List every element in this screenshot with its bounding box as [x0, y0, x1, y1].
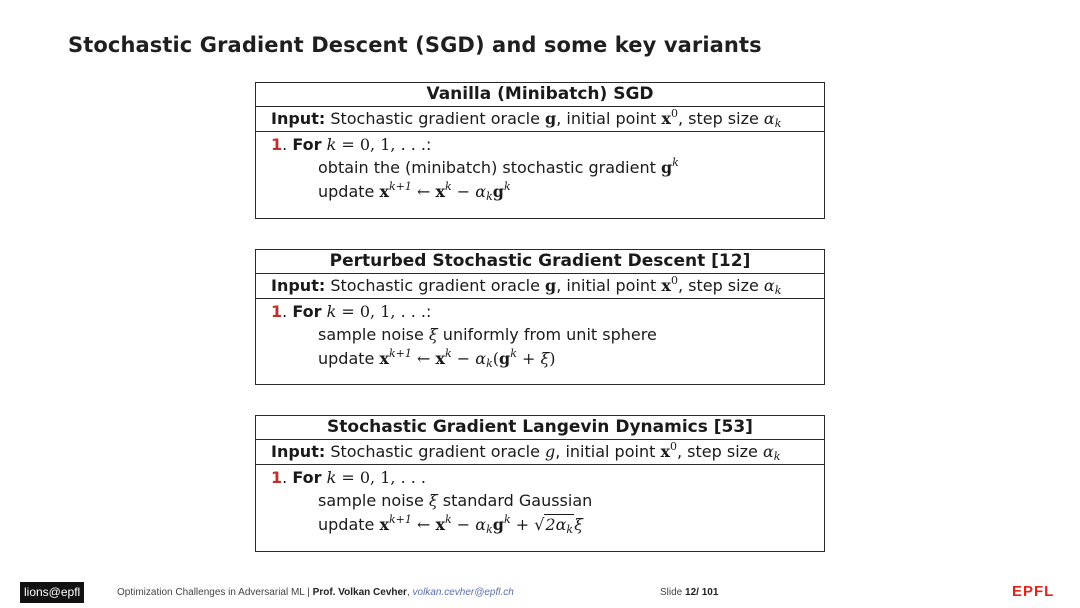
update-line: update $x^{k+1}$ ← $x^k - \alpha_kg^k$ — [318, 180, 511, 203]
algorithm-body — [256, 132, 824, 204]
sqrt-radicand: $2\alpha_k$ — [545, 515, 574, 536]
author-email-link[interactable]: volkan.cevher@epfl.ch — [412, 587, 514, 598]
algorithm-title: Stochastic Gradient Langevin Dynamics [53] — [256, 416, 824, 440]
slide-number: Slide 12/ 101 — [660, 587, 719, 598]
algorithm-box-perturbed-sgd — [255, 249, 825, 385]
algorithm-body — [256, 465, 824, 537]
algorithm-box-vanilla-sgd — [255, 82, 825, 219]
algorithm-input: Input: Stochastic gradient oracle g, initial point $x^0$, step size $\alpha_k$ — [256, 440, 824, 465]
step-detail-line: sample noise ξ uniformly from unit sphere — [318, 325, 657, 344]
step-line: 1. For k = 0, 1, . . .: — [271, 135, 432, 154]
algorithm-title: Perturbed Stochastic Gradient Descent [12] — [256, 250, 824, 274]
step-detail-line: sample noise ξ standard Gaussian — [318, 491, 593, 510]
update-line: update $x^{k+1}$ ← $x^k - \alpha_k(g^k + \xi)$ — [318, 347, 556, 370]
step-detail-line: obtain the (minibatch) stochastic gradient $g^k$ — [318, 156, 679, 177]
sqrt-symbol: √ — [534, 515, 545, 534]
slide-footer — [0, 582, 1080, 606]
algorithm-body — [256, 299, 824, 371]
epfl-logo: EPFL — [1012, 583, 1055, 600]
algorithm-input: Input: Stochastic gradient oracle g, initial point $x^0$, step size $\alpha_k$ — [256, 107, 824, 132]
slide-title: Stochastic Gradient Descent (SGD) and some key variants — [68, 33, 762, 57]
step-line: 1. For k = 0, 1, . . . — [271, 468, 426, 487]
footer-course-info: Optimization Challenges in Adversarial ML | Prof. Volkan Cevher, volkan.cevher@epfl.ch — [117, 587, 514, 598]
update-line: update $x^{k+1}$ ← $x^k - \alpha_kg^k + √2\alpha_k\xi$ — [318, 513, 583, 536]
algorithm-input: Input: Stochastic gradient oracle g, initial point $x^0$, step size $\alpha_k$ — [256, 274, 824, 299]
lions-logo: lions@epfl — [20, 582, 84, 603]
algorithm-box-sgld — [255, 415, 825, 552]
algorithm-title: Vanilla (Minibatch) SGD — [256, 83, 824, 107]
step-line: 1. For k = 0, 1, . . .: — [271, 302, 432, 321]
